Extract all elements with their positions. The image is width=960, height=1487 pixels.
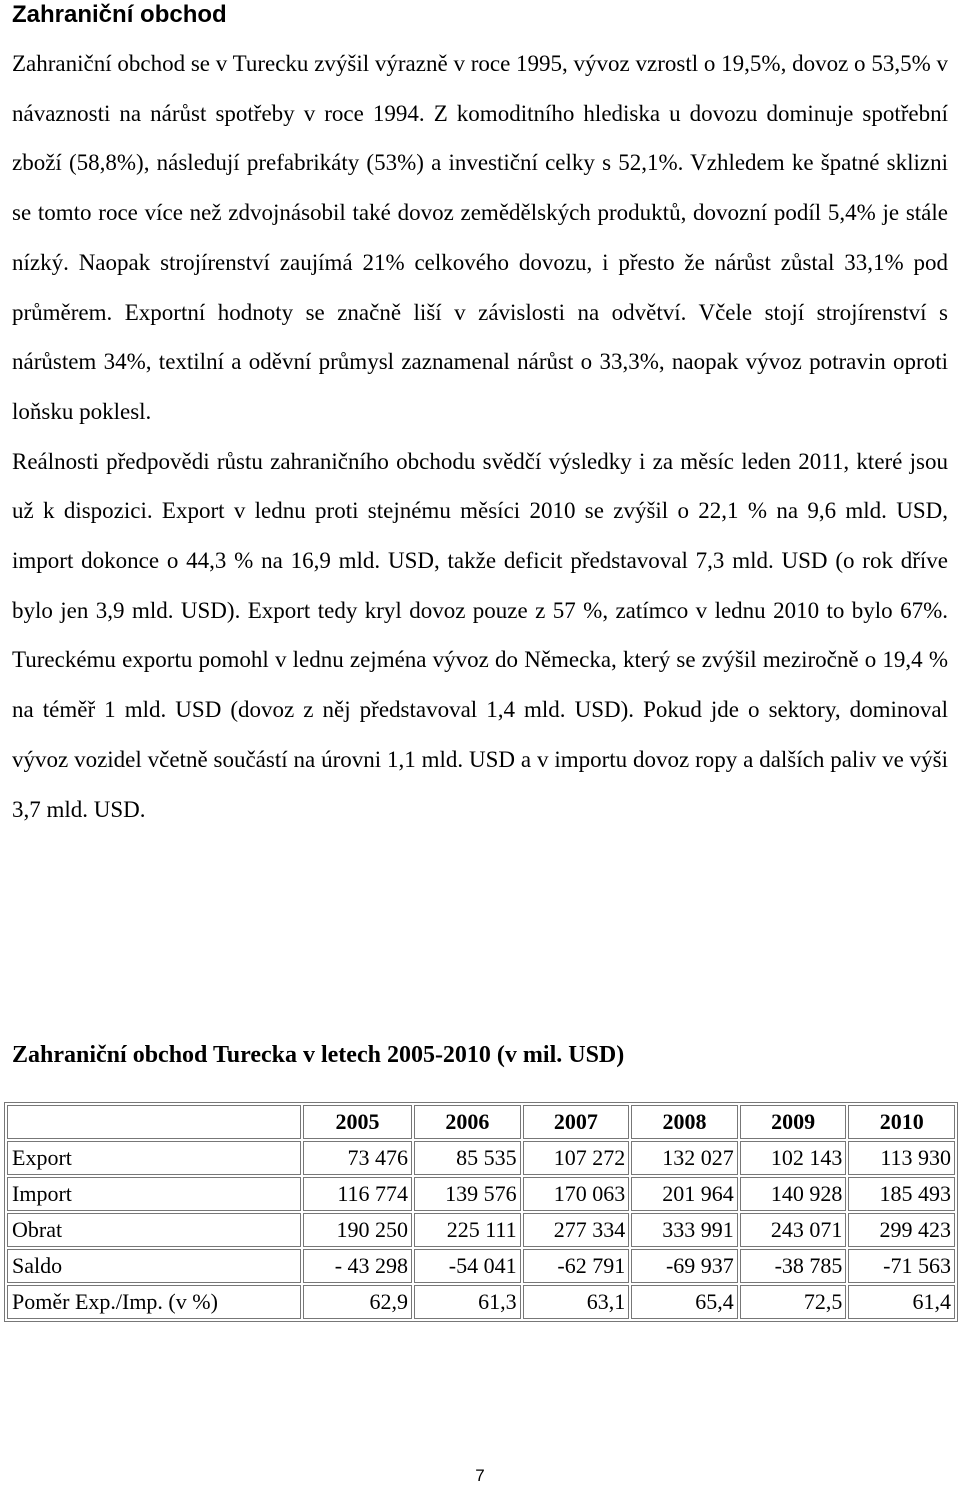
value-cell: 62,9 xyxy=(303,1285,412,1319)
value-cell: 170 063 xyxy=(523,1177,630,1211)
page-number: 7 xyxy=(475,1466,485,1485)
header-year-cell: 2009 xyxy=(740,1105,847,1139)
header-empty-cell xyxy=(7,1105,301,1139)
value-cell: - 43 298 xyxy=(303,1249,412,1283)
value-cell: -62 791 xyxy=(523,1249,630,1283)
paragraph-foreign-trade-1995: Zahraniční obchod se v Turecku zvýšil výrazně v roce 1995, vývoz vzrostl o 19,5%, dovoz o 53,5% v návaznosti na nárůst spotřeby v roce 1994. Z komoditního hlediska u dovozu dominuje spotřební zboží (58,8%), následují prefabrikáty (53%) a investiční celky s 52,1%. Vzhledem ke špatné sklizni se tomto roce více než zdvojnásobil také dovoz zemědělských produktů, dovozní podíl 5,4% je stále nízký. Naopak strojírenství zaujímá 21% celkového dovozu, i přesto že nárůst zůstal 33,1% pod průměrem. Exportní hodnoty se značně liší v závislosti na odvětví. Včele stojí strojírenství s nárůstem 34%, textilní a oděvní průmysl zaznamenal nárůst o 33,3%, naopak vývoz potravin oproti loňsku poklesl. xyxy=(12,51,948,424)
row-label: Obrat xyxy=(7,1213,301,1247)
section-heading: Zahraniční obchod xyxy=(12,1,227,28)
table-row-ratio xyxy=(7,1285,955,1319)
value-cell: 107 272 xyxy=(523,1141,630,1175)
table-row-import xyxy=(7,1177,955,1211)
value-cell: 333 991 xyxy=(631,1213,738,1247)
value-cell: 299 423 xyxy=(848,1213,955,1247)
row-label: Export xyxy=(7,1141,301,1175)
header-year-cell: 2006 xyxy=(414,1105,521,1139)
value-cell: 139 576 xyxy=(414,1177,521,1211)
table-header-row xyxy=(7,1105,955,1139)
value-cell: 73 476 xyxy=(303,1141,412,1175)
table-title: Zahraniční obchod Turecka v letech 2005‑2010 (v mil. USD) xyxy=(12,1042,625,1068)
header-year-cell: 2008 xyxy=(631,1105,738,1139)
value-cell: 63,1 xyxy=(523,1285,630,1319)
value-cell: 277 334 xyxy=(523,1213,630,1247)
value-cell: 225 111 xyxy=(414,1213,521,1247)
table-row-obrat xyxy=(7,1213,955,1247)
row-label: Poměr Exp./Imp. (v %) xyxy=(7,1285,301,1319)
value-cell: 185 493 xyxy=(848,1177,955,1211)
value-cell: 140 928 xyxy=(740,1177,847,1211)
document-page xyxy=(12,0,948,834)
table-row-saldo xyxy=(7,1249,955,1283)
value-cell: -54 041 xyxy=(414,1249,521,1283)
header-year-cell: 2005 xyxy=(303,1105,412,1139)
value-cell: -69 937 xyxy=(631,1249,738,1283)
header-year-cell: 2007 xyxy=(523,1105,630,1139)
value-cell: 72,5 xyxy=(740,1285,847,1319)
value-cell: 61,4 xyxy=(848,1285,955,1319)
row-label: Saldo xyxy=(7,1249,301,1283)
paragraph-january-2011: Reálnosti předpovědi růstu zahraničního obchodu svědčí výsledky i za měsíc leden 2011, které jsou už k dispozici. Export v lednu proti stejnému měsíci 2010 se zvýšil o 22,1 % na 9,6 mld. USD, import dokonce o 44,3 % na 16,9 mld. USD, takže deficit představoval 7,3 mld. USD (o rok dříve bylo jen 3,9 mld. USD). Export tedy kryl dovoz pouze z 57 %, zatímco v lednu 2010 to bylo 67%. Tureckému exportu pomohl v lednu zejména vývoz do Německa, který se zvýšil meziročně o 19,4 % na téměř 1 mld. USD (dovoz z něj představoval 1,4 mld. USD). Pokud jde o sektory, dominoval vývoz vozidel včetně součástí na úrovni 1,1 mld. USD a v importu dovoz ropy a dalších paliv ve výši 3,7 mld. USD. xyxy=(12,448,948,822)
value-cell: 102 143 xyxy=(740,1141,847,1175)
value-cell: 132 027 xyxy=(631,1141,738,1175)
value-cell: -71 563 xyxy=(848,1249,955,1283)
value-cell: 85 535 xyxy=(414,1141,521,1175)
row-label: Import xyxy=(7,1177,301,1211)
value-cell: 61,3 xyxy=(414,1285,521,1319)
value-cell: -38 785 xyxy=(740,1249,847,1283)
value-cell: 65,4 xyxy=(631,1285,738,1319)
header-year-cell: 2010 xyxy=(848,1105,955,1139)
value-cell: 243 071 xyxy=(740,1213,847,1247)
value-cell: 190 250 xyxy=(303,1213,412,1247)
value-cell: 116 774 xyxy=(303,1177,412,1211)
table-row-export xyxy=(7,1141,955,1175)
value-cell: 113 930 xyxy=(848,1141,955,1175)
value-cell: 201 964 xyxy=(631,1177,738,1211)
trade-table xyxy=(4,1102,958,1322)
